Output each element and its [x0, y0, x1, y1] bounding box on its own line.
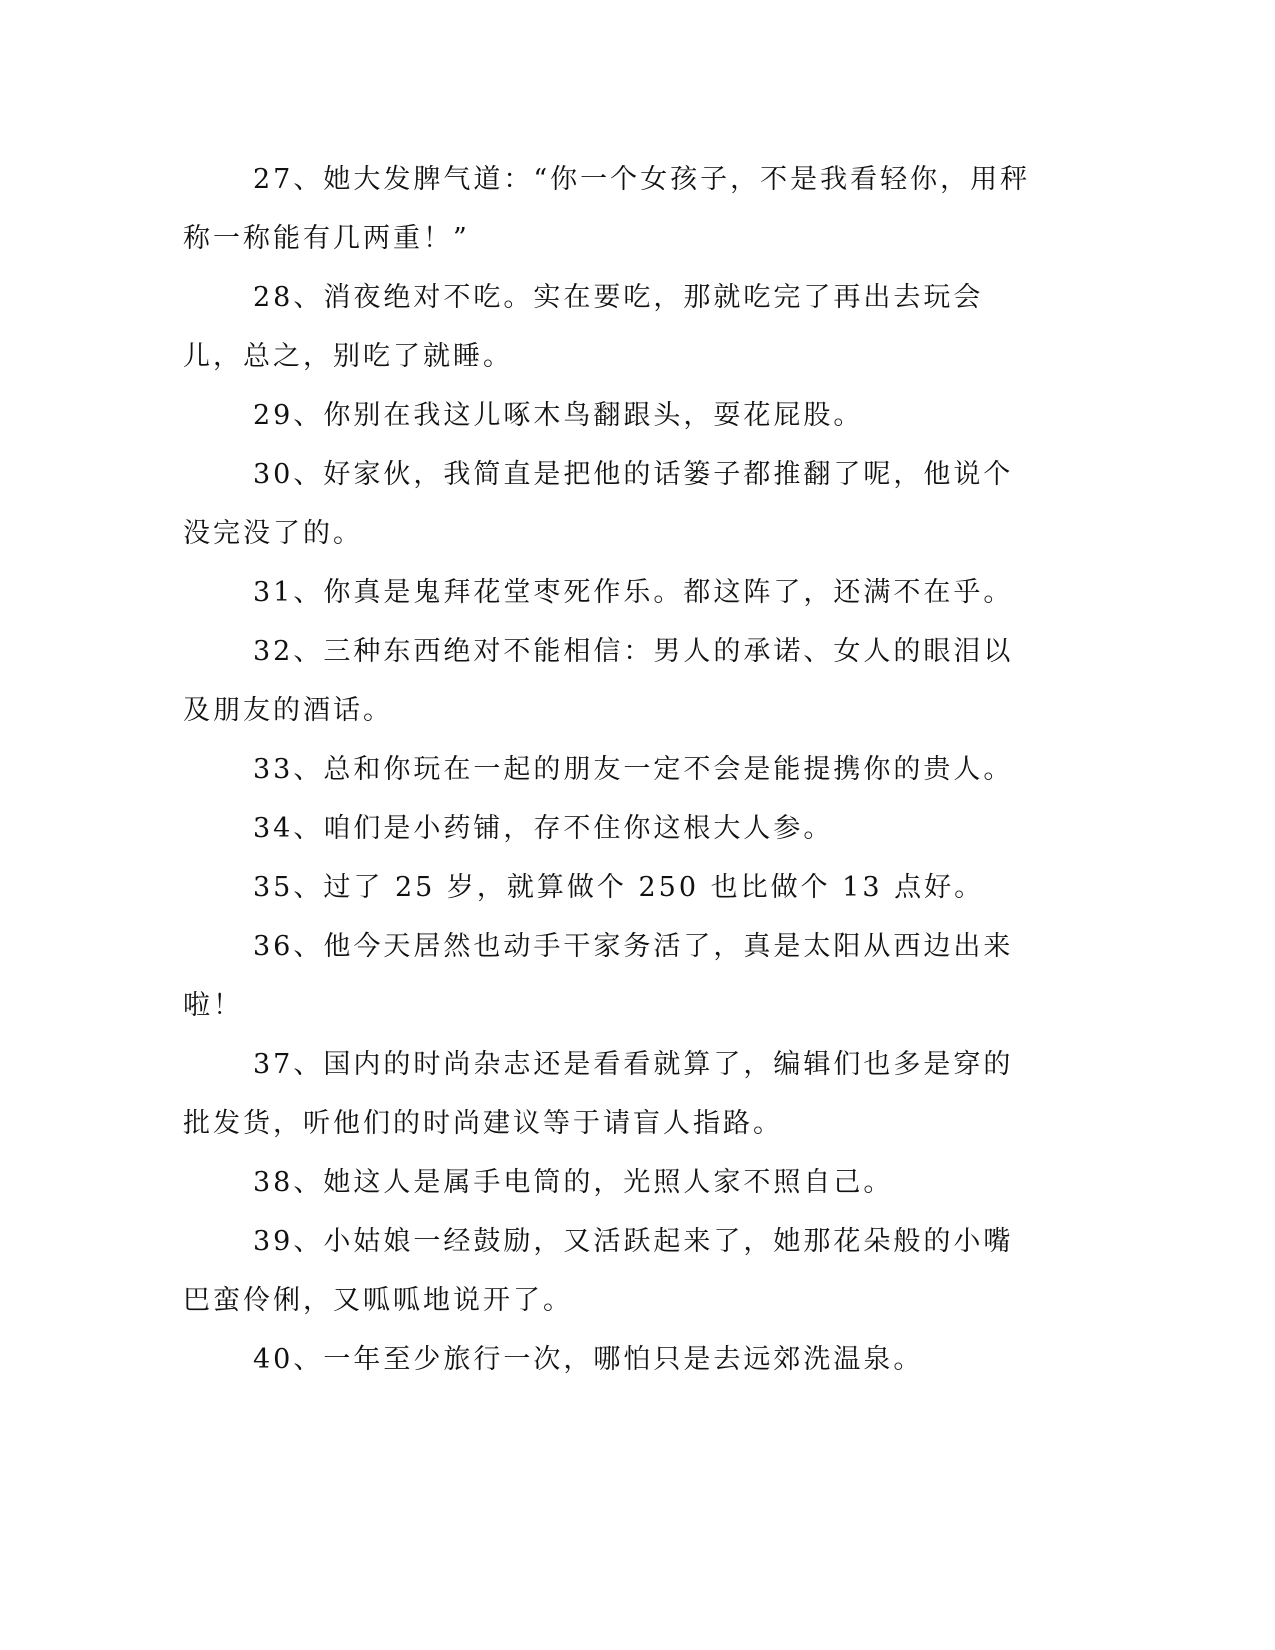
paragraph-31: 31、你真是鬼拜花堂枣死作乐。都这阵了，还满不在乎。: [253, 577, 1014, 608]
paragraph-30: 30、好家伙，我简直是把他的话篓子都推翻了呢，他说个没完没了的。: [183, 459, 1014, 549]
paragraph-36: 36、他今天居然也动手干家务活了，真是太阳从西边出来啦！: [183, 931, 1014, 1021]
paragraph-34: 34、咱们是小药铺，存不住你这根大人参。: [253, 813, 834, 844]
paragraph-40: 40、一年至少旅行一次，哪怕只是去远郊洗温泉。: [253, 1344, 924, 1375]
paragraph-39: 39、小姑娘一经鼓励，又活跃起来了，她那花朵般的小嘴巴蛮伶俐，又呱呱地说开了。: [183, 1226, 1014, 1316]
paragraph-35: 35、过了 25 岁，就算做个 250 也比做个 13 点好。: [253, 872, 985, 903]
paragraph-32: 32、三种东西绝对不能相信：男人的承诺、女人的眼泪以及朋友的酒话。: [183, 636, 1014, 726]
paragraph-27: 27、她大发脾气道：“你一个女孩子，不是我看轻你，用秤称一称能有几两重！”: [183, 164, 1031, 254]
paragraph-37: 37、国内的时尚杂志还是看看就算了，编辑们也多是穿的批发货，听他们的时尚建议等于请盲人指路。: [183, 1049, 1014, 1139]
paragraph-33: 33、总和你玩在一起的朋友一定不会是能提携你的贵人。: [253, 754, 1014, 785]
paragraph-29: 29、你别在我这儿啄木鸟翻跟头，耍花屁股。: [253, 400, 864, 431]
paragraph-28: 28、消夜绝对不吃。实在要吃，那就吃完了再出去玩会儿，总之，别吃了就睡。: [183, 282, 984, 372]
paragraph-38: 38、她这人是属手电筒的，光照人家不照自己。: [253, 1167, 894, 1198]
